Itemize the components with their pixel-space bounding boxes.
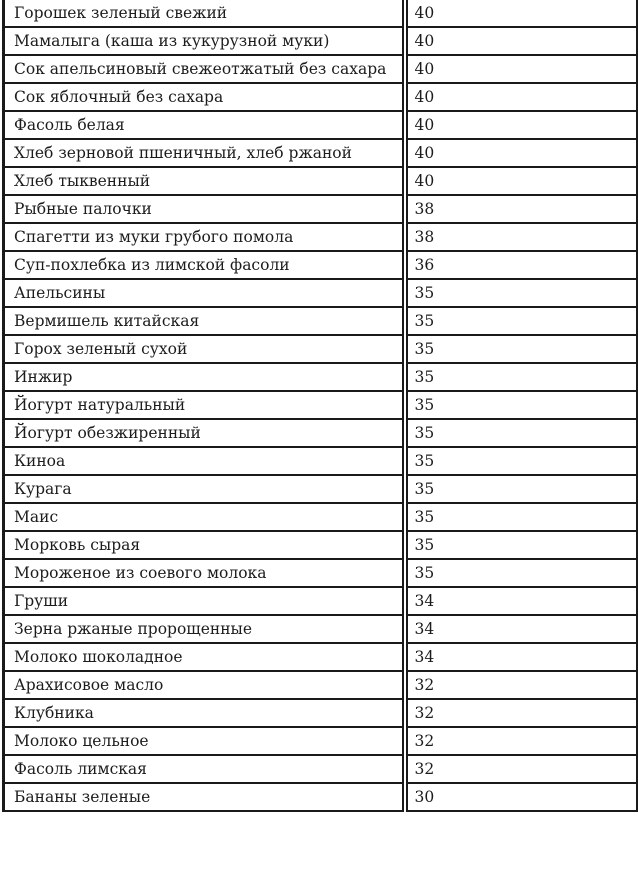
glycemic-index-cell: 35 xyxy=(405,531,638,559)
table-row xyxy=(4,167,638,195)
glycemic-index-cell: 32 xyxy=(405,755,638,783)
food-name-cell: Горошек зеленый свежий xyxy=(4,0,405,27)
food-name-cell: Бананы зеленые xyxy=(4,783,405,811)
table-row xyxy=(4,559,638,587)
glycemic-index-cell: 32 xyxy=(405,727,638,755)
food-name-cell: Маис xyxy=(4,503,405,531)
food-name-cell: Молоко цельное xyxy=(4,727,405,755)
food-name-cell: Морковь сырая xyxy=(4,531,405,559)
glycemic-index-cell: 40 xyxy=(405,0,638,27)
food-name-cell: Рыбные палочки xyxy=(4,195,405,223)
glycemic-index-cell: 35 xyxy=(405,391,638,419)
glycemic-index-cell: 35 xyxy=(405,335,638,363)
table-row xyxy=(4,27,638,55)
food-name-cell: Фасоль белая xyxy=(4,111,405,139)
glycemic-index-cell: 38 xyxy=(405,195,638,223)
food-name-cell: Хлеб зерновой пшеничный, хлеб ржаной xyxy=(4,139,405,167)
glycemic-index-cell: 40 xyxy=(405,139,638,167)
food-name-cell: Курага xyxy=(4,475,405,503)
table-row xyxy=(4,223,638,251)
food-gi-table xyxy=(2,0,638,812)
glycemic-index-cell: 35 xyxy=(405,363,638,391)
food-name-cell: Фасоль лимская xyxy=(4,755,405,783)
food-name-cell: Мороженое из соевого молока xyxy=(4,559,405,587)
food-name-cell: Арахисовое масло xyxy=(4,671,405,699)
table-row xyxy=(4,755,638,783)
food-name-cell: Апельсины xyxy=(4,279,405,307)
table-body xyxy=(4,0,638,811)
table-row xyxy=(4,0,638,27)
glycemic-index-cell: 35 xyxy=(405,419,638,447)
glycemic-index-cell: 36 xyxy=(405,251,638,279)
glycemic-index-cell: 34 xyxy=(405,643,638,671)
glycemic-index-cell: 32 xyxy=(405,671,638,699)
food-name-cell: Зерна ржаные пророщенные xyxy=(4,615,405,643)
table-row xyxy=(4,783,638,811)
food-name-cell: Сок яблочный без сахара xyxy=(4,83,405,111)
food-name-cell: Суп-похлебка из лимской фасоли xyxy=(4,251,405,279)
food-name-cell: Мамалыга (каша из кукурузной муки) xyxy=(4,27,405,55)
table-row xyxy=(4,699,638,727)
table-row xyxy=(4,83,638,111)
table-row xyxy=(4,531,638,559)
food-name-cell: Хлеб тыквенный xyxy=(4,167,405,195)
table-row xyxy=(4,279,638,307)
table-row xyxy=(4,727,638,755)
table-row xyxy=(4,391,638,419)
glycemic-index-cell: 40 xyxy=(405,83,638,111)
food-name-cell: Вермишель китайская xyxy=(4,307,405,335)
food-name-cell: Йогурт натуральный xyxy=(4,391,405,419)
table-row xyxy=(4,419,638,447)
glycemic-index-cell: 34 xyxy=(405,615,638,643)
table-row xyxy=(4,55,638,83)
table-row xyxy=(4,139,638,167)
glycemic-index-cell: 40 xyxy=(405,27,638,55)
glycemic-index-cell: 35 xyxy=(405,307,638,335)
food-name-cell: Киноа xyxy=(4,447,405,475)
table-row xyxy=(4,587,638,615)
table-row xyxy=(4,335,638,363)
table-row xyxy=(4,475,638,503)
glycemic-index-cell: 30 xyxy=(405,783,638,811)
table-row xyxy=(4,111,638,139)
glycemic-index-cell: 34 xyxy=(405,587,638,615)
food-name-cell: Спагетти из муки грубого помола xyxy=(4,223,405,251)
glycemic-index-cell: 35 xyxy=(405,279,638,307)
glycemic-index-cell: 32 xyxy=(405,699,638,727)
glycemic-index-cell: 40 xyxy=(405,111,638,139)
table-row xyxy=(4,503,638,531)
food-name-cell: Молоко шоколадное xyxy=(4,643,405,671)
food-name-cell: Клубника xyxy=(4,699,405,727)
glycemic-index-cell: 35 xyxy=(405,559,638,587)
glycemic-index-cell: 38 xyxy=(405,223,638,251)
table-row xyxy=(4,307,638,335)
table-row xyxy=(4,671,638,699)
table-row xyxy=(4,447,638,475)
glycemic-index-cell: 35 xyxy=(405,447,638,475)
table-row xyxy=(4,363,638,391)
table-row xyxy=(4,195,638,223)
table-row xyxy=(4,251,638,279)
food-name-cell: Груши xyxy=(4,587,405,615)
table-row xyxy=(4,643,638,671)
glycemic-index-cell: 40 xyxy=(405,167,638,195)
table-row xyxy=(4,615,638,643)
glycemic-index-cell: 35 xyxy=(405,475,638,503)
food-name-cell: Йогурт обезжиренный xyxy=(4,419,405,447)
glycemic-index-cell: 35 xyxy=(405,503,638,531)
food-name-cell: Сок апельсиновый свежеотжатый без сахара xyxy=(4,55,405,83)
food-name-cell: Инжир xyxy=(4,363,405,391)
glycemic-index-cell: 40 xyxy=(405,55,638,83)
food-name-cell: Горох зеленый сухой xyxy=(4,335,405,363)
